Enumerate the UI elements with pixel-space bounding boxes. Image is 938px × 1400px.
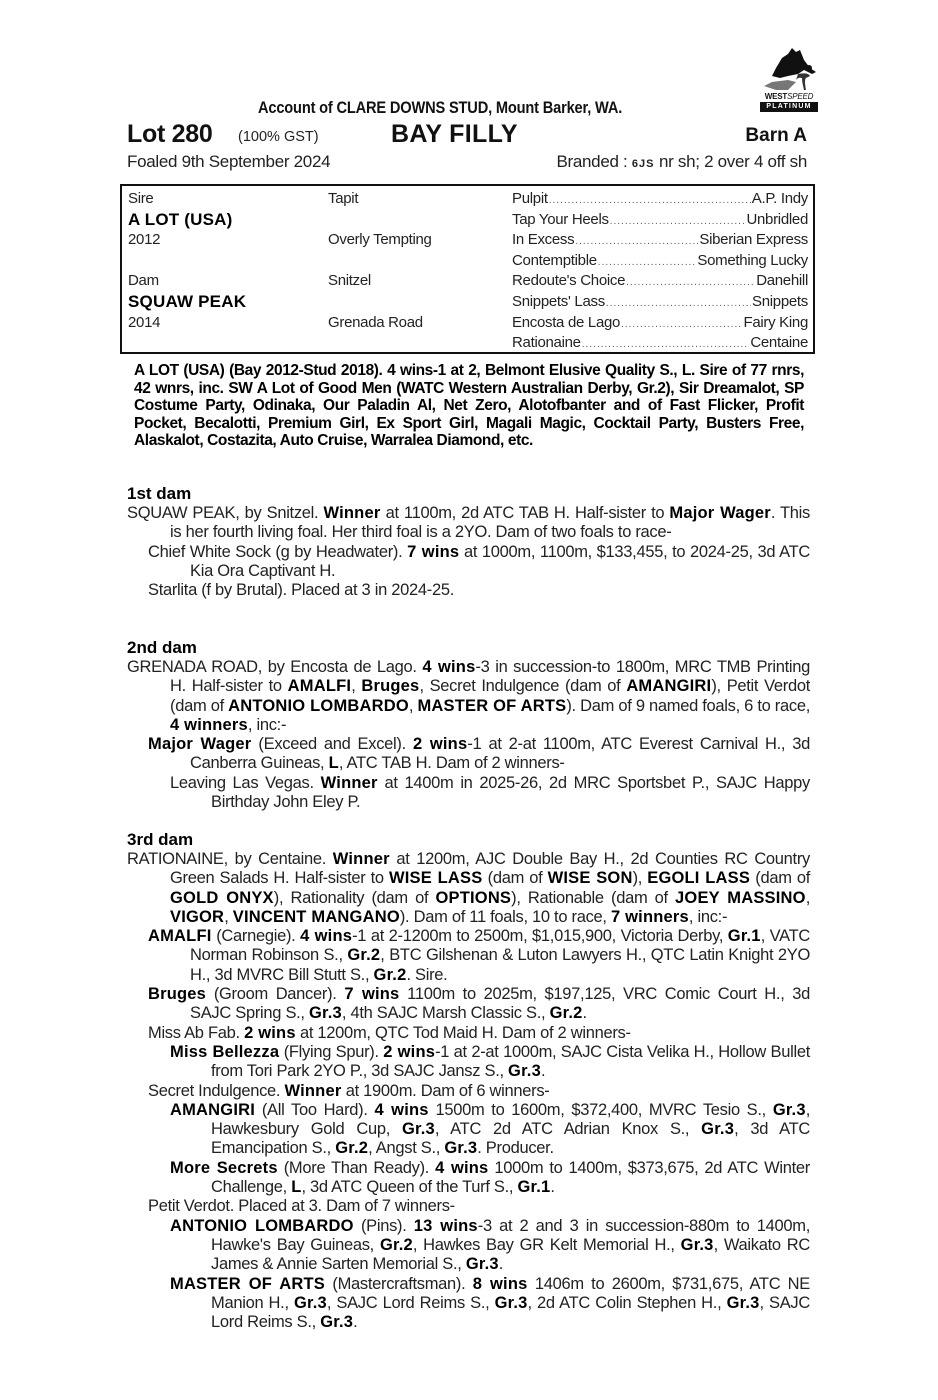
bold-text: Gr.3 — [444, 1139, 478, 1158]
sire-year: 2012 — [128, 231, 161, 249]
family-entry — [127, 1159, 810, 1198]
text: , ATC 2d ATC Adrian Knox S., — [434, 1120, 702, 1139]
ggp-row — [512, 271, 808, 292]
dot-leader — [598, 253, 697, 274]
gst-note: (100% GST) — [238, 129, 319, 145]
family-entry — [127, 1197, 810, 1216]
bold-text: Gr.2 — [347, 946, 381, 965]
sire-name: A LOT (USA) — [128, 209, 233, 229]
bold-text: L — [328, 754, 339, 773]
text: ), Rationality (dam of — [273, 888, 436, 907]
text: at 1400m in 2025-26, 2d MRC Sportsbet P., SAJC Happy Birthday John Eley P. — [211, 773, 811, 812]
ggp-row — [512, 251, 808, 272]
logo-platinum-badge: PLATINUM — [760, 102, 818, 112]
ggp-left: Tap Your Heels — [512, 210, 609, 228]
bold-text: Gr.3 — [309, 1004, 342, 1023]
text: ), Rationable (dam of — [511, 888, 676, 907]
dot-leader — [549, 191, 751, 212]
westspeed-platinum-logo — [758, 46, 820, 114]
bold-text: 2 wins — [244, 1023, 296, 1042]
bold-text: 2 wins — [412, 735, 468, 754]
ggp-row — [512, 292, 808, 313]
text: . — [540, 1062, 546, 1081]
text: , ATC TAB H. Dam of 2 winners- — [338, 754, 565, 773]
family-entry — [127, 985, 810, 1024]
text: RATIONAINE, by Centaine. — [127, 850, 333, 868]
text: . Producer. — [477, 1139, 554, 1158]
bold-text: L — [291, 1178, 302, 1197]
text: (Flying Spur). — [279, 1042, 384, 1061]
text: , Hawkesbury Gold Cup, — [211, 1100, 811, 1139]
bold-text: OPTIONS — [435, 888, 512, 907]
bold-text: Major Wager — [148, 735, 252, 754]
ggp-right: A.P. Indy — [751, 190, 808, 207]
sire-dam: Overly Tempting — [328, 231, 432, 249]
family-entry — [127, 1275, 810, 1333]
bold-text: 4 wins — [300, 927, 353, 946]
bold-text: MASTER OF ARTS — [417, 696, 567, 715]
pedigree-grandparents-column — [328, 189, 508, 354]
foaled-date: Foaled 9th September 2024 — [127, 152, 331, 171]
bold-text: WISE SON — [547, 869, 633, 888]
dam-dam: Grenada Road — [328, 313, 423, 331]
text: , SAJC Lord Reims S., — [326, 1293, 495, 1312]
text: , 3d ATC Queen of the Turf S., — [301, 1178, 518, 1197]
bold-text: 13 wins — [413, 1216, 478, 1235]
bold-text: Gr.2 — [335, 1139, 369, 1158]
text: (Pins). — [353, 1216, 414, 1235]
text: (Mastercraftsman). — [325, 1274, 473, 1293]
lot-number: Lot 280 — [127, 120, 213, 148]
text: Chief White Sock (g by Headwater). — [148, 542, 408, 561]
ggp-left: Redoute's Choice — [512, 272, 626, 290]
lot-header — [127, 120, 807, 152]
ggp-right: Siberian Express — [699, 231, 808, 249]
bold-text: Gr.3 — [772, 1100, 806, 1119]
bold-text: ANTONIO LOMBARDO — [170, 1216, 354, 1235]
text: , inc:- — [688, 907, 728, 926]
text: at 1200m, QTC Tod Maid H. Dam of 2 winners- — [295, 1023, 631, 1042]
ggp-right: Fairy King — [743, 313, 808, 331]
dot-leader — [582, 335, 750, 356]
bold-text: 4 wins — [435, 1158, 489, 1177]
text: Starlita (f by Brutal). Placed at 3 in 2024-25. — [148, 581, 454, 600]
text: , Waikato RC James & Annie Sarten Memorial S., — [211, 1235, 810, 1274]
text: , BTC Gilshenan & Luton Lawyers H., QTC Latin Knight 2YO H., 3d MVRC Bill Stutt S., — [190, 946, 810, 984]
ggp-row — [512, 333, 808, 354]
text: . — [498, 1255, 504, 1274]
dam-sire: Snitzel — [328, 272, 371, 290]
family-entry — [127, 504, 810, 543]
family-entry — [127, 1024, 810, 1043]
section-heading: 2nd dam — [127, 638, 197, 657]
ggp-left: In Excess — [512, 231, 575, 249]
text: (Groom Dancer). — [206, 985, 345, 1004]
section-heading: 1st dam — [127, 484, 192, 503]
bold-text: AMANGIRI — [170, 1100, 256, 1119]
horse-bird-icon — [758, 46, 820, 92]
text: (More Than Ready). — [277, 1158, 436, 1177]
bold-text: Gr.3 — [465, 1255, 499, 1274]
text: (dam of — [750, 869, 811, 888]
text: (Exceed and Excel). — [251, 735, 413, 754]
bold-text: VIGOR — [170, 907, 225, 926]
text: , VATC Norman Robinson S., — [190, 927, 810, 965]
sire-sire: Tapit — [328, 190, 359, 207]
text: 1500m to 1600m, $372,400, MVRC Tesio S., — [428, 1100, 773, 1119]
spacer — [328, 210, 508, 231]
text: (All Too Hard). — [255, 1100, 375, 1119]
bold-text: AMALFI — [287, 677, 352, 696]
text: Petit Verdot. Placed at 3. Dam of 7 winners- — [148, 1197, 455, 1216]
first-dam-section — [127, 484, 810, 600]
dot-leader — [621, 315, 742, 336]
bold-text: 8 wins — [472, 1274, 528, 1293]
dot-leader — [610, 212, 746, 233]
family-entry — [127, 735, 810, 774]
entries — [127, 658, 810, 812]
text: -3 at 2 and 3 in succession-880m to 1400m, Hawke's Bay Guineas, — [211, 1216, 811, 1254]
foaling-brand-line — [127, 152, 807, 174]
family-entry — [127, 1101, 810, 1159]
text: -3 in succession-to 1800m, MRC TMB Printing H. Half-sister to — [170, 658, 810, 696]
bold-text: 4 wins — [374, 1100, 429, 1119]
bold-text: Gr.2 — [549, 1004, 583, 1023]
text: , 2d ATC Colin Stephen H., — [527, 1293, 727, 1312]
bold-text: Winner — [323, 504, 381, 522]
bold-text: JOEY MASSINO — [675, 888, 806, 907]
text: . Sire. — [406, 965, 448, 984]
ggp-left: Contemptible — [512, 251, 597, 269]
text: ), — [632, 869, 648, 888]
ggp-right: Danehill — [756, 272, 808, 290]
text: , Secret Indulgence (dam of — [419, 677, 627, 696]
brand-mark: 6JS — [631, 158, 655, 170]
text: ). Dam of 11 foals, 10 to race, — [399, 907, 611, 926]
spacer — [328, 333, 508, 354]
ggp-row — [512, 210, 808, 231]
ggp-right: Snippets — [752, 292, 808, 310]
text: , Hawkes Bay GR Kelt Memorial H., — [412, 1235, 681, 1254]
bold-text: AMANGIRI — [626, 677, 712, 696]
dot-leader — [626, 273, 755, 294]
bold-text: Gr.3 — [701, 1120, 735, 1139]
text: 1406m to 2600m, $731,675, ATC NE Manion H., — [211, 1274, 811, 1312]
bold-text: Winner — [320, 773, 378, 792]
bold-text: More Secrets — [170, 1158, 278, 1177]
text: . — [353, 1313, 358, 1332]
pedigree-great-grandparents-column — [512, 189, 808, 354]
ggp-right: Unbridled — [746, 210, 808, 228]
bold-text: 7 winners — [610, 907, 689, 926]
spacer — [328, 292, 508, 313]
family-entry — [127, 543, 810, 582]
bold-text: AMALFI — [148, 927, 212, 946]
bold-text: Gr.1 — [517, 1178, 551, 1197]
text: -1 at 2-1200m to 2500m, $1,015,900, Victoria Derby, — [352, 927, 728, 946]
text: SQUAW PEAK, by Snitzel. — [127, 504, 324, 522]
text: 1000m to 1400m, $373,675, 2d ATC Winter Challenge, — [211, 1158, 810, 1197]
bold-text: Gr.2 — [379, 1235, 413, 1254]
bold-text: Gr.3 — [293, 1293, 327, 1312]
family-entry — [127, 850, 810, 927]
bold-text: WISE LASS — [388, 869, 483, 888]
text: , Angst S., — [368, 1139, 445, 1158]
bold-text: Winner — [332, 850, 390, 868]
dam-label: Dam — [128, 272, 159, 290]
second-dam-section — [127, 638, 810, 812]
family-entry — [127, 1217, 810, 1275]
text: 1100m to 2025m, $197,125, VRC Comic Court H., 3d SAJC Spring S., — [190, 985, 810, 1023]
text: , SAJC Lord Reims S., — [211, 1293, 810, 1332]
text: -1 at 2-at 1000m, SAJC Cista Velika H., Hollow Bullet from Tori Park 2YO P., 3d SAJC Jansz S., — [211, 1042, 810, 1081]
bold-text: Winner — [284, 1081, 342, 1100]
family-entry — [127, 658, 810, 735]
family-entry — [127, 1043, 810, 1082]
bold-text: Bruges — [148, 985, 207, 1004]
bold-text: Gr.2 — [373, 965, 407, 984]
ggp-left: Pulpit — [512, 190, 548, 207]
text: (Carnegie). — [211, 927, 301, 946]
bold-text: ANTONIO LOMBARDO — [228, 696, 409, 715]
bold-text: Gr.3 — [494, 1293, 528, 1312]
text: , — [805, 888, 810, 907]
branded-detail: nr sh; 2 over 4 off sh — [658, 152, 807, 171]
bold-text: 7 wins — [407, 542, 460, 561]
text: ). Dam of 9 named foals, 6 to race, — [566, 696, 810, 715]
bold-text: Gr.3 — [320, 1313, 354, 1332]
logo-west: WEST — [764, 92, 788, 101]
ggp-left: Encosta de Lago — [512, 313, 621, 331]
text: Secret Indulgence. — [148, 1081, 285, 1100]
dam-name: SQUAW PEAK — [128, 291, 247, 311]
sire-label: Sire — [128, 190, 154, 207]
text: , — [224, 907, 233, 926]
text: , — [408, 696, 418, 715]
spacer — [128, 251, 328, 272]
bold-text: 4 wins — [422, 658, 476, 676]
branded-label: Branded : — [556, 152, 628, 171]
text: ), Petit Verdot (dam of — [170, 677, 810, 715]
third-dam-section — [127, 830, 810, 1332]
bold-text: 4 winners — [170, 715, 248, 734]
ggp-left: Snippets' Lass — [512, 292, 605, 310]
dam-year: 2014 — [128, 313, 161, 331]
entries — [127, 504, 810, 600]
text: , 4th SAJC Marsh Classic S., — [341, 1004, 550, 1023]
brand-info — [556, 152, 807, 172]
family-entry — [127, 581, 810, 600]
text: at 1900m. Dam of 6 winners- — [341, 1081, 550, 1100]
pedigree-table — [120, 184, 815, 354]
bold-text: Gr.3 — [680, 1235, 714, 1254]
text: . — [550, 1178, 555, 1197]
dot-leader — [606, 294, 751, 315]
ggp-left: Rationaine — [512, 334, 581, 352]
ggp-row — [512, 189, 808, 210]
text: , 3d ATC Emancipation S., — [211, 1120, 810, 1158]
bold-text: 2 wins — [383, 1042, 436, 1061]
text: -1 at 2-at 1100m, ATC Everest Carnival H., 3d Canberra Guineas, — [190, 735, 811, 773]
text: , — [351, 677, 362, 696]
bold-text: 7 wins — [344, 985, 400, 1004]
bold-text: Gr.1 — [727, 927, 761, 946]
section-heading: 3rd dam — [127, 830, 194, 849]
ggp-row — [512, 230, 808, 251]
sire-summary: A LOT (USA) (Bay 2012-Stud 2018). 4 wins-1 at 2, Belmont Elusive Quality S., L. Sire of 77 rnrs, 42 wnrs, inc. SW A Lot of Good Men (WATC Western Australian Derby, Gr.2), Sir Dreamalot, SP Costume Party, Odinaka, Our Paladin Al, Net Zero, Alotofbanter and of Fast Flicker, Profit Pocket, Becalotti, Premium Girl, Ex Sport Girl, Magali Magic, Cocktail Party, Busters Free, Alaskalot, Costazita, Auto Cruise, Warralea Diamond, etc. — [134, 362, 804, 450]
lot-description: BAY FILLY — [391, 120, 518, 148]
bold-text: GOLD ONYX — [170, 888, 274, 907]
bold-text: MASTER OF ARTS — [170, 1274, 326, 1293]
dot-leader — [575, 232, 698, 253]
bold-text: EGOLI LASS — [647, 869, 751, 888]
ggp-right: Centaine — [750, 334, 808, 352]
vendor-account: Account of CLARE DOWNS STUD, Mount Barker, WA. — [258, 98, 623, 117]
text: at 1000m, 1100m, $133,455, to 2024-25, 3d ATC Kia Ora Captivant H. — [190, 542, 810, 580]
text: at 1200m, AJC Double Bay H., 2d Counties RC Country Green Salads H. Half-sister to — [170, 850, 810, 888]
bold-text: VINCENT MANGANO — [232, 907, 400, 926]
text: (dam of — [482, 869, 548, 888]
text: Leaving Las Vegas. — [170, 773, 321, 792]
pedigree-parents-column — [128, 189, 328, 354]
bold-text: Bruges — [361, 677, 420, 696]
barn-location: Barn A — [745, 125, 807, 146]
text: Miss Ab Fab. — [148, 1023, 245, 1042]
text: at 1100m, 2d ATC TAB H. Half-sister to — [380, 504, 670, 522]
text: GRENADA ROAD, by Encosta de Lago. — [127, 658, 423, 676]
text: . This is her fourth living foal. Her third foal is a 2YO. Dam of two foals to race- — [170, 504, 811, 542]
logo-wordmark — [758, 92, 820, 101]
bold-text: Miss Bellezza — [170, 1042, 280, 1061]
entries — [127, 850, 810, 1332]
family-entry — [127, 774, 810, 813]
spacer — [128, 333, 328, 354]
bold-text: Gr.3 — [401, 1120, 435, 1139]
family-entry — [127, 1082, 810, 1101]
text: . — [582, 1004, 587, 1023]
spacer — [328, 251, 508, 272]
family-entry — [127, 927, 810, 985]
logo-speed: SPEED — [787, 92, 814, 101]
ggp-row — [512, 313, 808, 334]
bold-text: Gr.3 — [508, 1062, 541, 1081]
bold-text: Gr.3 — [726, 1293, 760, 1312]
ggp-right: Something Lucky — [697, 251, 808, 269]
text: , inc:- — [247, 715, 287, 734]
bold-text: Major Wager — [669, 504, 771, 522]
